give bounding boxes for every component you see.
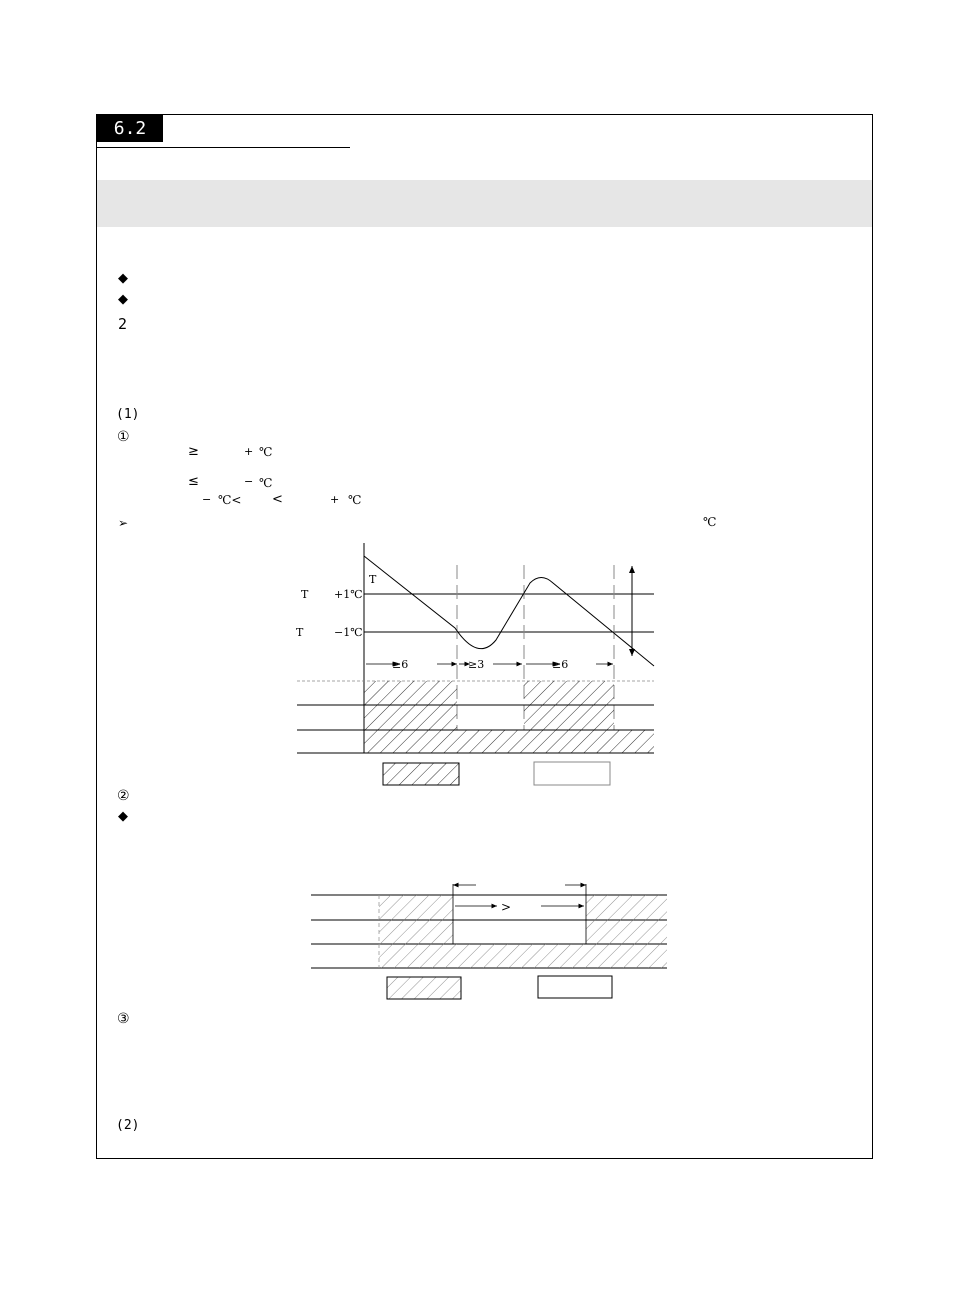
- cond1-plus: +: [244, 445, 254, 458]
- cond3-unit: ℃: [348, 493, 362, 507]
- cond3-minus: −: [202, 493, 212, 506]
- diagram2-on-block-2: [586, 895, 667, 944]
- diagram1-on-block-1: [364, 681, 457, 730]
- bullet-arrowhead: ➢: [118, 516, 129, 530]
- marker-paren-1: (1): [116, 407, 140, 422]
- diagram1-upper-label-value: +1℃: [334, 588, 363, 601]
- diagram2-interval-symbol: >: [501, 900, 512, 914]
- diagram1-interval-2: ≥3: [468, 658, 485, 671]
- diagram2-legend-on: [387, 977, 461, 999]
- cond2-minus: −: [244, 475, 254, 488]
- diagram2-on-block-1: [379, 895, 453, 944]
- diagram1-on-block-3: [364, 730, 654, 753]
- note-unit: ℃: [703, 515, 717, 529]
- marker-circle-3: ③: [117, 1011, 130, 1027]
- bullet-diamond-3: ◆: [118, 809, 128, 824]
- cond2-le: ≤: [188, 474, 199, 489]
- bullet-digit-2: 2: [118, 315, 128, 333]
- section-number-tag: 6.2: [97, 115, 163, 142]
- diagram1-curve-label: T: [369, 573, 377, 586]
- diagram1-interval-1: ≥6: [392, 658, 409, 671]
- marker-circle-2: ②: [117, 788, 130, 804]
- diagram2-legend-off: [538, 976, 612, 998]
- cond1-unit: ℃: [259, 445, 273, 459]
- bullet-diamond-2: ◆: [118, 292, 128, 307]
- cond1-ge: ≥: [188, 444, 199, 459]
- cond2-unit: ℃: [259, 476, 273, 490]
- marker-circle-1: ①: [117, 429, 130, 445]
- cond3-plus: +: [330, 493, 340, 506]
- diagram1-legend-on: [383, 763, 459, 785]
- diagram1-on-block-2: [524, 681, 614, 730]
- cond3-unit-lt: ℃<: [218, 493, 242, 507]
- diagram1-upper-label-t: T: [301, 588, 309, 601]
- diagram1-lower-label-t: T: [296, 626, 304, 639]
- cond3-lt: <: [272, 492, 283, 507]
- diagram1-legend-off: [534, 762, 610, 785]
- diagram2-on-block-3: [379, 944, 667, 968]
- diagram1-temperature-curve: [364, 556, 654, 666]
- diagram1-interval-3: ≥6: [552, 658, 569, 671]
- diagram1-lower-label-value: −1℃: [334, 626, 363, 639]
- bullet-diamond-1: ◆: [118, 271, 128, 286]
- marker-paren-2: (2): [116, 1118, 140, 1133]
